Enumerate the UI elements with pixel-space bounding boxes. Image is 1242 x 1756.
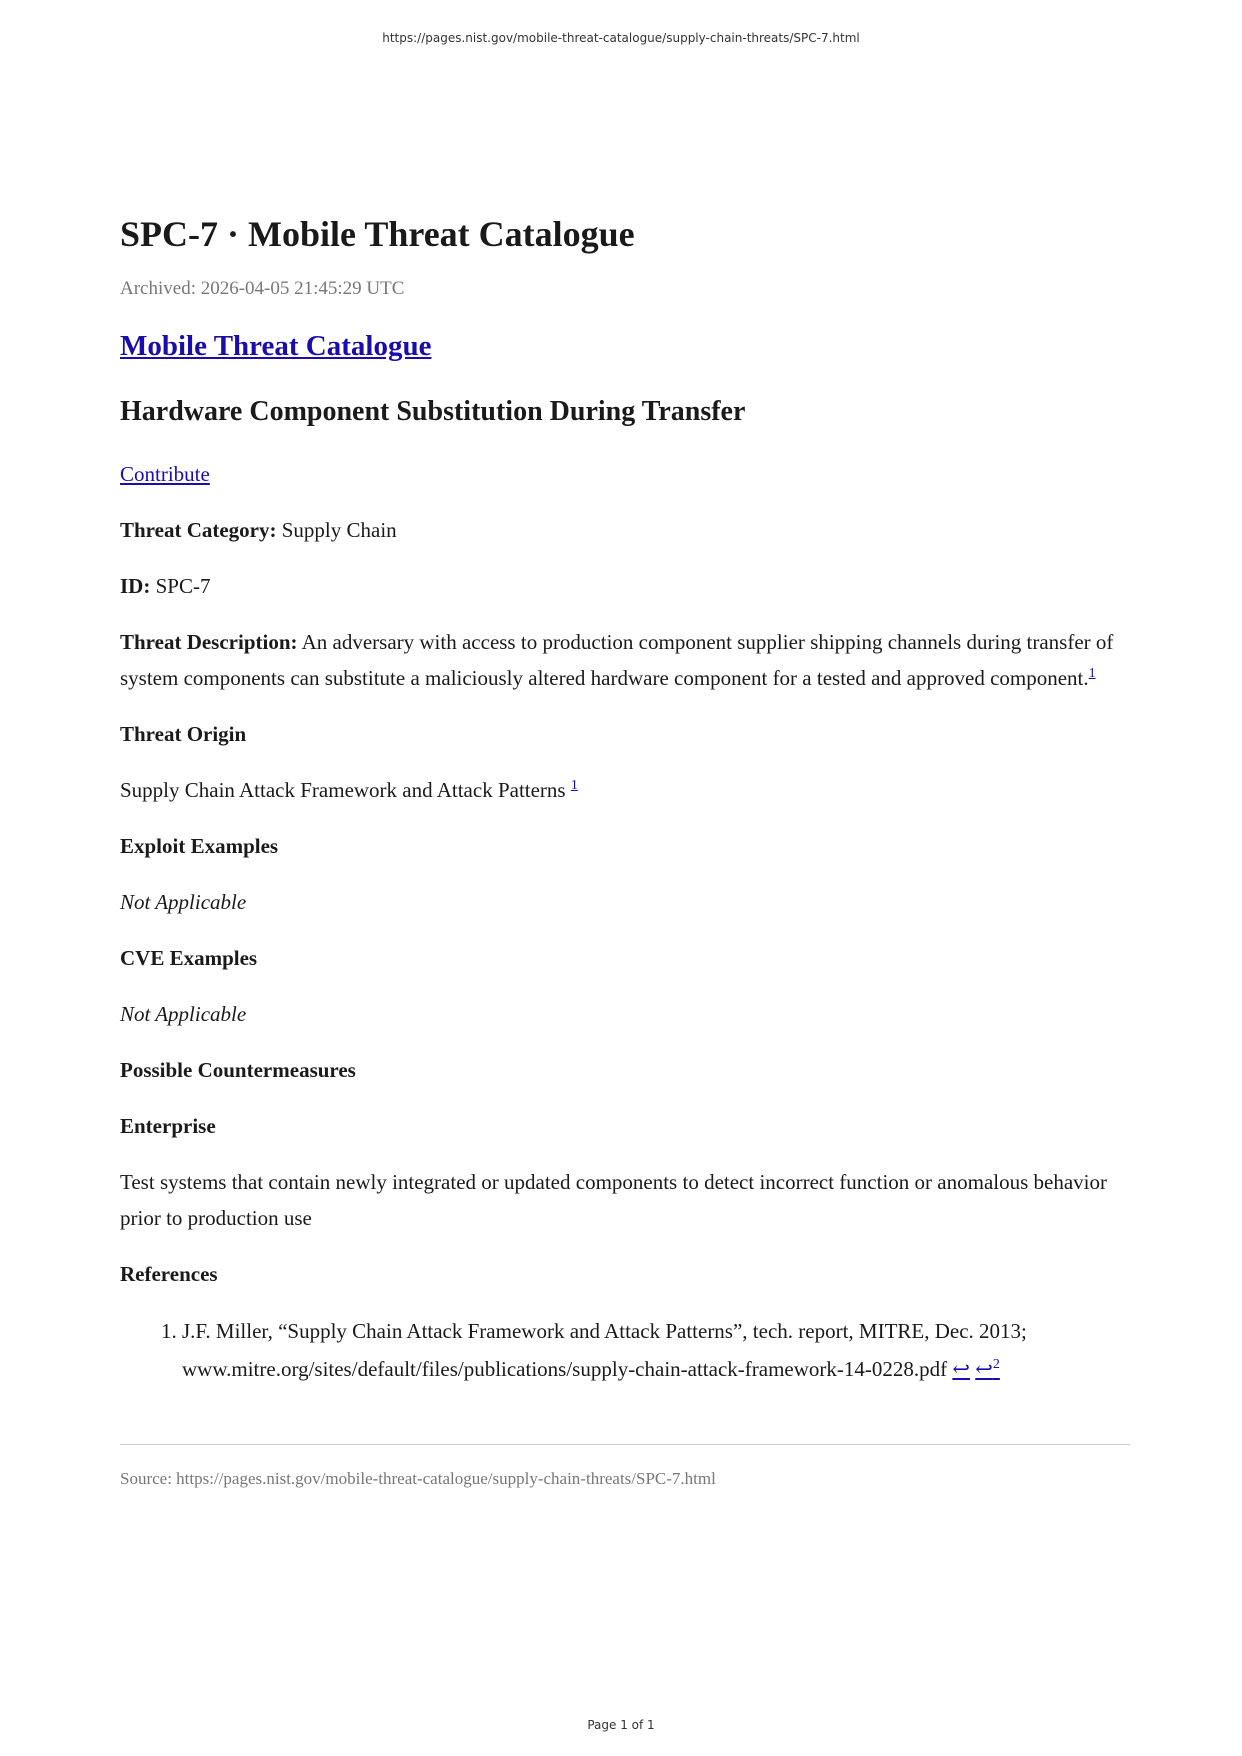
reference-backlink-2-arrow: ↩: [975, 1357, 993, 1381]
reference-backlink-2[interactable]: [975, 1357, 1000, 1381]
enterprise-heading: Enterprise: [120, 1114, 216, 1138]
footnote-link-origin[interactable]: 1: [570, 778, 578, 793]
threat-category-label: Threat Category:: [120, 518, 277, 542]
document-content: [120, 212, 1130, 1491]
reference-text: J.F. Miller, “Supply Chain Attack Framework and Attack Patterns”, tech. report, MITRE, Dec. 2013; www.mitre.org/sites/default/files/publications/supply-chain-attack-framework-14-0228.pdf: [182, 1319, 1027, 1381]
threat-origin-text: Supply Chain Attack Framework and Attack Patterns: [120, 778, 566, 802]
references-heading: References: [120, 1262, 218, 1286]
cve-examples-text: Not Applicable: [120, 1002, 247, 1026]
reference-backlink-2-sup: 2: [992, 1357, 1000, 1372]
threat-category: [120, 512, 1130, 548]
page-number: Page 1 of 1: [587, 1718, 655, 1732]
site-heading: [120, 328, 1130, 364]
reference-backlink-1[interactable]: ↩: [952, 1357, 970, 1381]
threat-description: [120, 624, 1130, 696]
divider: [120, 1444, 1130, 1445]
exploit-examples-text: Not Applicable: [120, 890, 247, 914]
cve-examples-heading: CVE Examples: [120, 946, 258, 970]
threat-origin: [120, 772, 1130, 808]
archived-timestamp: Archived: 2026-04-05 21:45:29 UTC: [120, 278, 405, 299]
threat-description-text: An adversary with access to production component supplier shipping channels during transfer of system components can substitute a maliciously altered hardware component for a tested and approved component.: [120, 630, 1114, 690]
threat-id-value: SPC-7: [155, 574, 211, 598]
threat-id-label: ID:: [120, 574, 151, 598]
threat-category-value: Supply Chain: [281, 518, 397, 542]
threat-description-label: Threat Description:: [120, 630, 298, 654]
countermeasures-heading: Possible Countermeasures: [120, 1058, 356, 1082]
source-url: Source: https://pages.nist.gov/mobile-threat-catalogue/supply-chain-threats/SPC-7.html: [120, 1469, 716, 1488]
threat-title: Hardware Component Substitution During Transfer: [120, 396, 746, 427]
contribute-link[interactable]: Contribute: [120, 462, 210, 486]
exploit-examples-heading: Exploit Examples: [120, 834, 279, 858]
enterprise-text: Test systems that contain newly integrated or updated components to detect incorrect function or anomalous behavior prior to production use: [120, 1170, 1107, 1230]
references-list: [120, 1312, 1130, 1388]
threat-origin-heading: Threat Origin: [120, 722, 247, 746]
print-header-url: https://pages.nist.gov/mobile-threat-catalogue/supply-chain-threats/SPC-7.html: [382, 31, 860, 45]
reference-item: [182, 1312, 1130, 1388]
footnote-link-1[interactable]: 1: [1088, 666, 1096, 681]
contribute-paragraph: [120, 456, 1130, 492]
mobile-threat-catalogue-link[interactable]: Mobile Threat Catalogue: [120, 330, 432, 362]
page-title: SPC-7 · Mobile Threat Catalogue: [120, 214, 635, 254]
threat-id: [120, 568, 1130, 604]
